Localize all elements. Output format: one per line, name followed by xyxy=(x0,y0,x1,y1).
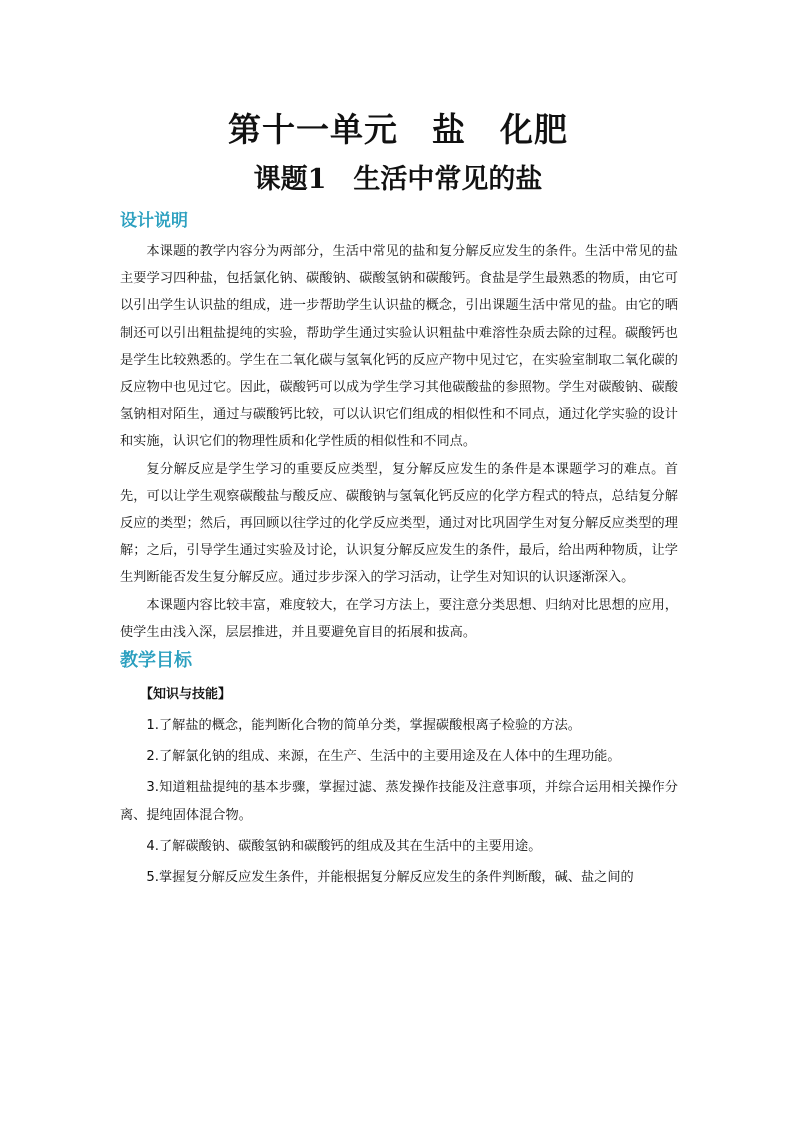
lesson-title: 课题1 生活中常见的盐 xyxy=(253,164,543,195)
design-paragraph: 本课题内容比较丰富，难度较大，在学习方法上，要注意分类思想、归纳对比思想的应用，使学生由浅入深，层层推进，并且要避免盲目的拓展和拔高。 xyxy=(120,597,678,640)
objective-item: 1.了解盐的概念，能判断化合物的简单分类，掌握碳酸根离子检验的方法。 xyxy=(146,718,581,734)
document-page xyxy=(118,100,678,895)
design-heading: 设计说明 xyxy=(120,211,188,231)
objectives-heading: 教学目标 xyxy=(120,650,192,672)
objective-item: 5.掌握复分解反应发生条件，并能根据复分解反应发生的条件判断酸，碱、盐之间的 xyxy=(146,870,634,886)
objective-item: 4.了解碳酸钠、碳酸氢钠和碳酸钙的组成及其在生活中的主要用途。 xyxy=(146,838,542,854)
objective-item: 3.知道粗盐提纯的基本步骤，掌握过滤、蒸发操作技能及注意事项，并综合运用相关操作分离、提纯固体混合物。 xyxy=(120,780,678,823)
objective-item: 2.了解氯化钠的组成、来源，在生产、生活中的主要用途及在人体中的生理功能。 xyxy=(146,749,621,765)
unit-title: 第十一单元 盐 化肥 xyxy=(228,110,568,149)
design-paragraph: 复分解反应是学生学习的重要反应类型，复分解反应发生的条件是本课题学习的难点。首先，可以让学生观察碳酸盐与酸反应、碳酸钠与氢氧化钙反应的化学方程式的特点，总结复分解反应的类型；然后，再回顾以往学过的化学反应类型，通过对比巩固学生对复分解反应类型的理解；之后，引导学生通过实验及讨论，认识复分解反应发生的条件，最后，给出两种物质，让学生判断能否发生复分解反应。通过步步深入的学习活动，让学生对知识的认识逐渐深入。 xyxy=(120,461,678,586)
knowledge-skills-heading: 【知识与技能】 xyxy=(140,687,232,703)
design-paragraph: 本课题的教学内容分为两部分，生活中常见的盐和复分解反应发生的条件。生活中常见的盐主要学习四种盐，包括氯化钠、碳酸钠、碳酸氢钠和碳酸钙。食盐是学生最熟悉的物质，由它可以引出学生认识盐的组成，进一步帮助学生认识盐的概念，引出课题生活中常见的盐。由它的晒制还可以引出粗盐提纯的实验，帮助学生通过实验认识粗盐中难溶性杂质去除的过程。碳酸钙也是学生比较熟悉的。学生在二氧化碳与氢氧化钙的反应产物中见过它，在实验室制取二氧化碳的反应物中也见过它。因此，碳酸钙可以成为学生学习其他碳酸盐的参照物。学生对碳酸钠、碳酸氢钠相对陌生，通过与碳酸钙比较，可以认识它们组成的相似性和不同点，通过化学实验的设计和实施，认识它们的物理性质和化学性质的相似性和不同点。 xyxy=(120,244,678,450)
